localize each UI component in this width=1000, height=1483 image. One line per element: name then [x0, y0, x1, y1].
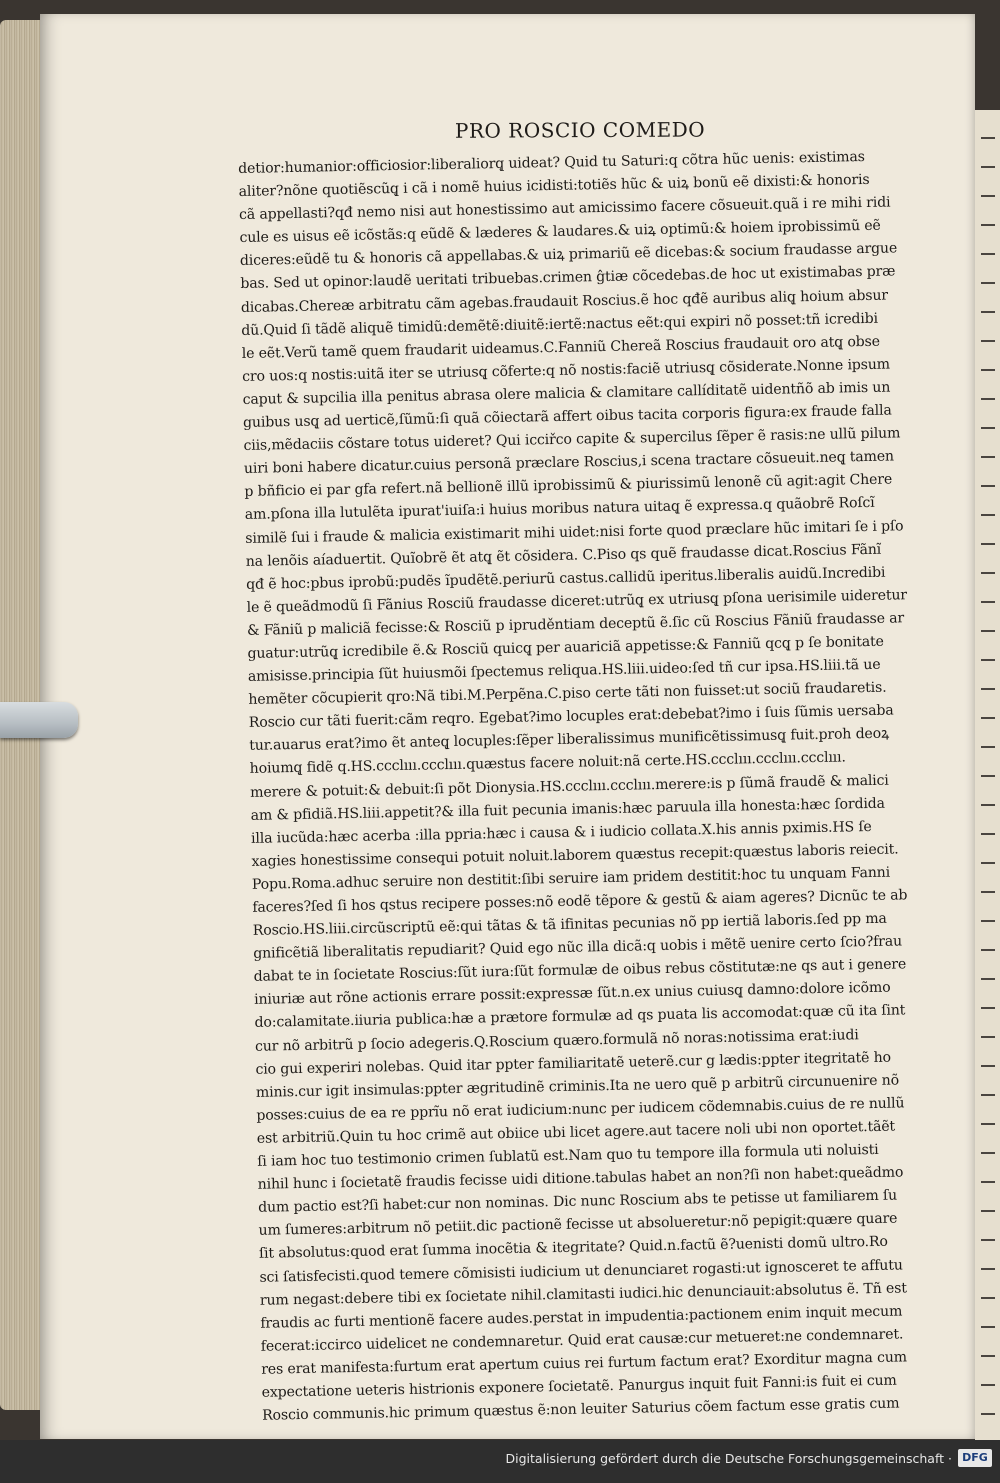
text-line: guatur:utrũq̨ icredibile ẽ.& Rosciũ quicq̨ per auariciã appetisse:& Fanniũ qcq̨ p ſe bonitate — [247, 633, 884, 662]
text-line: le ẽ queãdmodũ ſi Fãnius Rosciũ fraudasse diceret:utrũq̨ ex utriusq̨ pſona uerisimile uideretur — [246, 587, 908, 616]
text-line: minis.cur igit insimulas:ppter ægritudinẽ criminis.Ita ne uero quẽ p arbitrũ circunuenire nõ — [255, 1072, 900, 1101]
text-line: dum pactio est?ſi habet:cur non nominas. Dic nunc Roscium abs te petisse ut familiarem ſu — [258, 1187, 898, 1217]
text-line: cule es uisus eẽ icõstãs:q eũdẽ & læderes & laudares.& uiꝝ optimũ:& hoiem iprobissimũ eẽ — [239, 217, 881, 247]
text-line: diceres:eũdẽ tu & honoris cã appellabas.& uiꝝ primariũ eẽ dicebas:& socium fraudasse argue — [239, 240, 898, 270]
text-line: Roscio communis.hic primum quæstus ẽ:non leuiter Saturius cõem factum esse gratis cum — [261, 1395, 900, 1424]
text-line: ſi iam hoc tuo testimonio crimen ſublatũ est.Nam quo tu tempore illa formula uti noluisti — [257, 1141, 879, 1170]
text-line: sci ſatisfecisti.quod temere cõmisisti iudicium ut denunciaret rogasti:ut ignosceret te affutu — [259, 1256, 903, 1286]
adjacent-page-edge — [975, 110, 1000, 1440]
text-line: Popu.Roma.adhuc seruire non destitit:ſibi seruire iam pridem destitit:hoc tu unquam Fanni — [251, 864, 891, 893]
text-line: am.pſona illa lutulẽta ipurat'iuiſa:i huius moribus natura uitaq̨ ẽ expressa.q quãobrẽ Roſcĩ — [244, 495, 875, 524]
text-line: um ſumeres:arbitrum nõ petiit.dic pactionẽ fecisse ut absolueretur:nõ pepigit:quære quare — [258, 1210, 898, 1240]
text-line: hoiumq̨ fidẽ q.HS.ccclııı.ccclııı.quæstus facere noluit:nã certe.HS.ccclııı.ccclııı.ccclııı. — [249, 749, 846, 778]
footer-credit: Digitalisierung gefördert durch die Deutsche Forschungsgemeinschaft · — [505, 1451, 952, 1466]
text-line: ſit absolutus:quod erat ſumma inocẽtia & itegritate? Quid.n.factũ ẽ?uenisti domũ ultro.Ro — [258, 1234, 888, 1263]
text-line: guibus usq̨ ad uerticẽ,ſũmũ:ſi quã cõiectarã affert oibus tacita corporis figura:ex fraude falla — [242, 402, 892, 431]
text-line: xagies honestissime consequi potuit noluit.laborem quæstus recepit:quæstus laboris reiecit. — [251, 841, 899, 870]
text-line: le eẽt.Verũ tamẽ quem fraudarit uideamus.C.Fanniũ Chereã Roscius fraudauit oro atq̨ obse — [241, 333, 881, 362]
text-line: similẽ ſui i fraude & malicia existimarit mihi uidet:nisi forte quod præclare hũc imitari ſe i pſo — [245, 517, 904, 547]
text-line: tur.auarus erat?imo ẽt anteq̨ locuples:ſẽper liberalissimus munificẽtissimusq̨ fuit.proh deoꝝ — [249, 725, 890, 755]
text-line: iniuriæ aut rõne actionis errare possit:expressæ ſũt.n.ex unius cuiusq̨ damno:dolore icõmo — [254, 980, 891, 1009]
text-line: dabat te in ſocietate Roscius:ſũt iura:ſũt formulæ de oibus rebus cõstitutæ:ne qs aut i genere — [253, 956, 907, 986]
text-block — [238, 145, 962, 1428]
text-line: do:calamitate.iiuria publica:hæ a prætore formulæ ad qs puata lis accomodat:quæ cũ ita ſint — [254, 1002, 906, 1032]
text-line: fraudis ac furti mentionẽ facere audes.perstat in impudentia:pactionem enim inquit mecum — [260, 1303, 903, 1332]
text-line: est arbitriũ.Quin tu hoc crimẽ aut obiice ubi licet agere.aut tacere noli ubi non oportet.tãẽt — [256, 1118, 896, 1147]
text-line: res erat manifesta:furtum erat apertum cuius rei furtum factum erat? Exorditur magna cum — [261, 1349, 908, 1378]
text-line: amisisse.principia ſũt huiusmõi ſpectemus reliqua.HS.liii.uideo:ſed tñ cur ipsa.HS.liii.tã ue — [247, 656, 881, 685]
text-line: faceres?ſed ſi hos qstus recipere posses:nõ eodẽ tẽpore & gestũ & aiam ageres? Dicnũc te ab — [252, 887, 908, 916]
text-line: nihil hunc i ſocietatẽ fraudis fecisse uidi ditione.tabulas habet an non?ſi non habet:queãdmo — [257, 1164, 904, 1193]
text-line: fecerat:iccirco uidelicet ne condemnaretur. Quid erat causæ:cur metueret:ne condemnaret. — [260, 1326, 904, 1355]
text-line: gnificẽtiã liberalitatis repudiarit? Quid ego nũc illa dicã:q uobis i mẽtẽ uenire certo ſcio?frau — [253, 933, 903, 963]
text-line: Roscio.HS.liii.circũscriptũ eẽ:qui tãtas & tã ifinitas pecunias nõ pp iertiã laboris.ſed pp ma — [252, 910, 887, 939]
text-line: cur nõ arbitrũ p ſocio adegeris.Q.Roscium quæro.formulã nõ noras:notissima erat:iudi — [254, 1026, 859, 1055]
text-line: detior:humanior:officiosior:liberaliorq̨ uideat? Quid tu Saturi:q cõtra hũc uenis: existimas — [238, 148, 865, 177]
text-line: cio gui experiri nolebas. Quid itar ppter familiaritatẽ ueterẽ.cur g lædis:ppter itegritatẽ ho — [255, 1049, 892, 1078]
text-line: na lenõis aíaduertit. Quĩobrẽ ẽt atq̨ ẽt cõsidera. C.Piso qs quẽ fraudasse dicat.Roscius Fãnĩ — [245, 541, 882, 570]
text-line: & Fãniũ p maliciã fecisse:& Rosciũ p ipruděntiam deceptũ ẽ.ſic cũ Roscius Fãniũ fraudasse ar — [246, 610, 905, 639]
text-line: cã appellasti?qđ nemo nisi aut honestissimo aut amicissimo facere cõsueuit.quã i re mihi ridi — [238, 194, 891, 224]
text-line: p bñficio ei par gfa refert.nã bellionẽ illũ iprobissimũ & piurissimũ lenonẽ cũ agit:agit Chere — [244, 471, 893, 501]
text-line: am & pfidiã.HS.liii.appetit?& illa fuit pecunia imanis:hæc paruula illa honesta:hæc ſordida — [250, 795, 886, 824]
dfg-logo-icon: DFG — [958, 1449, 992, 1467]
text-line: merere & potuit:& debuit:ſi põt Dionysia.HS.ccclııı.ccclııı.merere:is p ſũmã fraudẽ & malici — [250, 772, 889, 801]
text-line: ciis,mẽdaciis cõstare totus uideret? Qui icciřco capite & supercilus ſẽper ẽ rasis:ne ullũ pilum — [243, 425, 901, 455]
text-line: illa iucũda:hæc acerba :illa ppria:hæc i causa & i iudicio collata.X.his annis pximis.HS ſe — [250, 818, 872, 847]
text-line: posses:cuius de ea re pprĩu nõ erat iudicium:nunc per iudicem cõdemnabis.cuius de re nullũ — [256, 1095, 905, 1124]
page-clip — [0, 702, 78, 738]
text-line: expectatione ueteris histrionis exponere ſocietatẽ. Panurgus inquit fuit Fanni:is fuit ei cum — [261, 1372, 897, 1401]
text-line: qđ ẽ hoc:pbus iprobũ:pudẽs ĩpudẽtẽ.periurũ castus.callidũ iperitus.liberalis auidũ.Incredibi — [246, 564, 886, 593]
text-line: dũ.Quid ſi tãdẽ aliquẽ timidũ:demẽtẽ:diuitẽ:iertẽ:nactus eẽt:qui expiri nõ posset:tñ icredibi — [241, 310, 879, 339]
text-line: hemẽter cõcupierit qro:Nã tibi.M.Perpẽna.C.piso certe tãti non fuisset:ut sociũ fraudaretis. — [248, 679, 887, 709]
text-line: caput & supcilia illa penitus abrasa olere malicia & clamitare callíditatẽ uidentñõ ab imis un — [242, 379, 891, 408]
text-line: bas. Sed ut opinor:laudẽ ueritati tribuebas.crimen ĝtiæ cõcedebas.de hoc ut existimabas præ — [240, 263, 896, 293]
text-line: Roscio cur tãti fuerit:cãm reqro. Egebat?imo locuples erat:debebat?imo i ſuis ſũmis uersaba — [248, 702, 894, 732]
running-head: PRO ROSCIO COMEDO — [454, 117, 706, 143]
text-line: aliter?nõne quotiẽscũq̨ i cã i nomẽ huius icidisti:totiẽs hũc & uiꝝ bonũ eẽ dixisti:& honoris — [238, 171, 870, 201]
text-line: rum negast:debere tibi ex ſocietate nihil.clamitasti iudici.hic denunciauit:absolutus ẽ. Tñ est — [259, 1279, 907, 1309]
text-line: uiri boni habere dicatur.cuius personã præclare Roscius,i scena tractare cõsueuit.neq̨ tamen — [243, 448, 895, 478]
text-line: cro uos:q nostis:uitã iter se utriusq̨ cõferte:q nõ nostis:faciẽ utriusq̨ cõsiderate.Nonne ipsum — [242, 356, 891, 385]
text-line: dicabas.Chereæ arbitratu cãm agebas.fraudauit Roscius.ẽ hoc qđẽ auribus aliq̨ hoium absur — [240, 287, 889, 316]
